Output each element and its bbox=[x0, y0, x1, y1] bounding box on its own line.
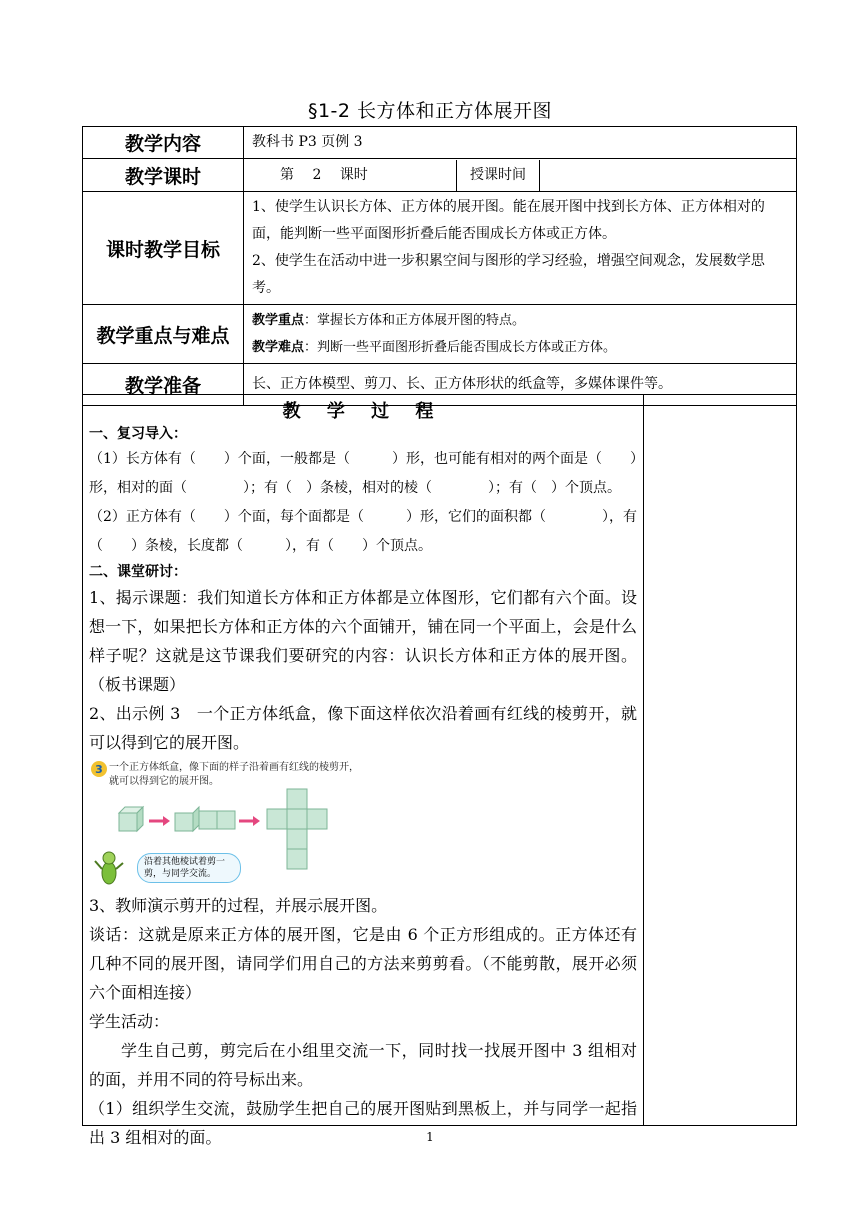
prep-label: 教学准备 bbox=[83, 364, 244, 406]
content-label: 教学内容 bbox=[83, 127, 244, 159]
review-title: 一、复习导入： bbox=[89, 426, 187, 442]
paragraph-5: 学生活动： bbox=[89, 1012, 170, 1031]
example-number: 3 bbox=[95, 763, 103, 776]
key-point: ：掌握长方体和正方体展开图的特点。 bbox=[304, 313, 526, 328]
row-key bbox=[83, 305, 797, 364]
key-cell bbox=[244, 305, 797, 364]
time-value bbox=[540, 160, 796, 191]
review-question-1: （1）长方体有（ ）个面，一般都是（ ）形，也可能有相对的两个面是（ ）形，相对的面（ ）；有（ ）条棱，相对的棱（ ）；有（ ）个顶点。 bbox=[89, 451, 637, 496]
paragraph-3: 3、教师演示剪开的过程，并展示展开图。 bbox=[89, 896, 388, 915]
paragraph-7: （1）组织学生交流，鼓励学生把自己的展开图贴到黑板上，并与同学一起指出 3 组相对的面。 bbox=[89, 1099, 637, 1147]
notes-column-divider bbox=[643, 395, 644, 1125]
page-title: §1-2 长方体和正方体展开图 bbox=[307, 100, 553, 122]
key-label: 教学重点与难点 bbox=[83, 305, 244, 364]
row-goal bbox=[83, 192, 797, 305]
paragraph-2: 2、出示例 3 一个正方体纸盒，像下面这样依次沿着画有红线的棱剪开，就可以得到它的展开图。 bbox=[89, 704, 637, 752]
difficulty: ：判断一些平面图形折叠后能否围成长方体或正方体。 bbox=[304, 340, 617, 355]
process-body bbox=[89, 395, 637, 1152]
cube-icon bbox=[119, 807, 143, 831]
paragraph-1: 1、揭示课题：我们知道长方体和正方体都是立体图形，它们都有六个面。设想一下，如果把长方体和正方体的六个面铺开，铺在同一个平面上，会是什么样子呢？这就是这节课我们要研究的内容：认识长方体和正方体的展开图。（板书课题） bbox=[89, 588, 637, 694]
goal-label: 课时教学目标 bbox=[83, 192, 244, 305]
process-heading: 教 学 过 程 bbox=[282, 401, 444, 422]
paragraph-4: 谈话：这就是原来正方体的展开图，它是由 6 个正方形组成的。正方体还有几种不同的展开图，请同学们用自己的方法来剪剪看。（不能剪散，展开必须六个面相连接） bbox=[89, 925, 637, 1002]
figure-caption: 一个正方体纸盒，像下面的样子沿着画有红线的棱剪开，就可以得到它的展开图。 bbox=[109, 762, 359, 787]
character-icon bbox=[95, 852, 123, 884]
time-label: 授课时间 bbox=[457, 160, 540, 191]
teaching-process bbox=[82, 394, 797, 1147]
row-content bbox=[83, 127, 797, 159]
review-question-2: （2）正方体有（ ）个面，每个面都是（ ）形，它们的面积都（ ），有（ ）条棱，长度都（ ），有（ ）个顶点。 bbox=[89, 509, 637, 554]
key-point-tag: 教学重点 bbox=[252, 313, 305, 328]
prep-value: 长、正方体模型、剪刀、长、正方体形状的纸盒等，多媒体课件等。 bbox=[244, 364, 797, 406]
goal-1: 1、使学生认识长方体、正方体的展开图。能在展开图中找到长方体、正方体相对的面，能判断一些平面图形折叠后能否围成长方体或正方体。 bbox=[252, 199, 765, 242]
speech-bubble: 沿着其他棱试着剪一剪，与同学交流。 bbox=[137, 853, 241, 883]
goal-2: 2、使学生在活动中进一步积累空间与图形的学习经验，增强空间观念，发展数学思考。 bbox=[252, 253, 765, 296]
page-number: 1 bbox=[426, 1130, 434, 1144]
partially-unfolded-cube-icon bbox=[175, 807, 235, 831]
period-value: 第 2 课时 bbox=[244, 160, 457, 191]
example-figure bbox=[89, 761, 389, 891]
difficulty-tag: 教学难点 bbox=[252, 340, 305, 355]
arrow-icon-2 bbox=[239, 816, 260, 826]
arrow-icon bbox=[149, 816, 170, 826]
period-cell bbox=[244, 159, 797, 192]
period-label: 教学课时 bbox=[83, 159, 244, 192]
study-title: 二、课堂研讨： bbox=[89, 564, 187, 580]
goal-cell bbox=[244, 192, 797, 305]
paragraph-6: 学生自己剪，剪完后在小组里交流一下，同时找一找展开图中 3 组相对的面，并用不同的符号标出来。 bbox=[89, 1041, 637, 1089]
lesson-info-table bbox=[82, 126, 797, 406]
row-period bbox=[83, 159, 797, 192]
cube-net-icon bbox=[267, 789, 327, 869]
content-value: 教科书 P3 页例 3 bbox=[244, 127, 797, 159]
